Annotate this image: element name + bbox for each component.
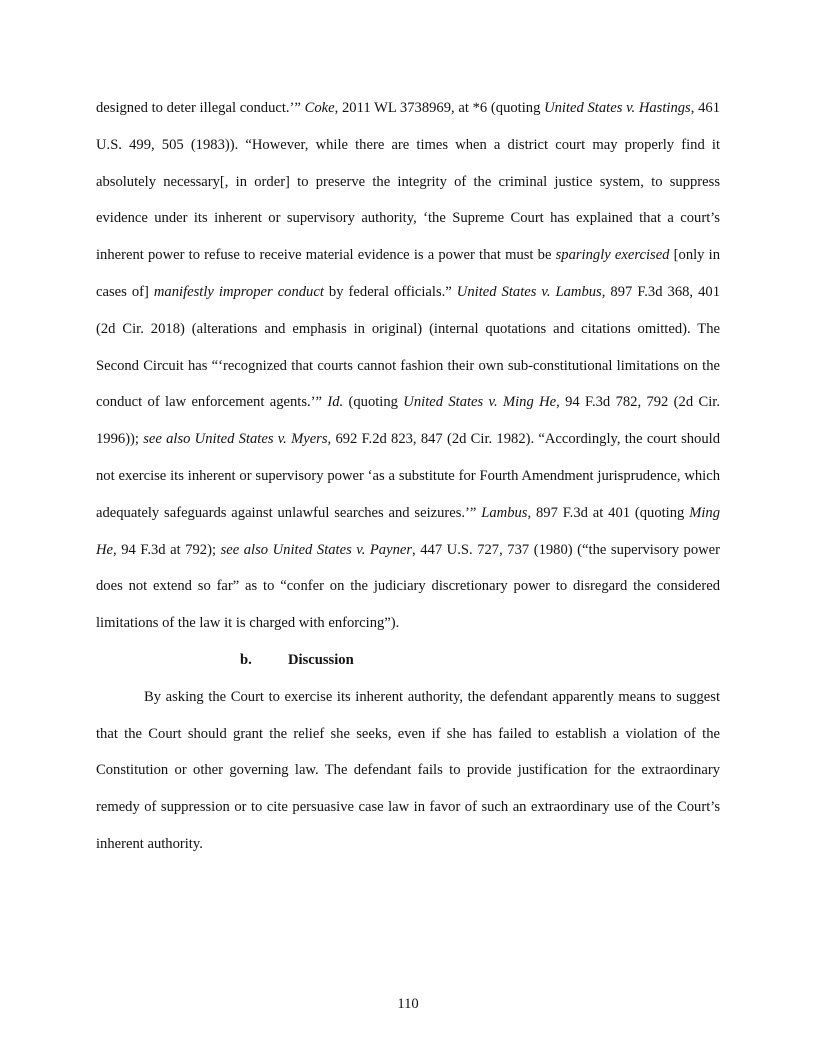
body-text: , 94 F.3d at 792);	[113, 541, 221, 558]
section-heading	[96, 642, 720, 679]
body-text: (quoting	[343, 394, 404, 411]
citation-italic-text: United States v. Ming He	[403, 394, 557, 411]
citation-italic-text: Id.	[327, 394, 344, 411]
body-text: , 447 U.S. 727, 737 (1980) (“the supervisory power does not extend so far” as to “confer on the judiciary discretionary power to disregard the considered limitations of the law it is charged with enforcing”).	[96, 541, 721, 632]
body-text: , 692 F.2d 823, 847 (2d Cir. 1982). “Accordingly, the court should not exercise its inherent or supervisory power ‘as a substitute for Fourth Amendment jurisprudence, which adequately safeguards against unlawful searches and seizures.’”	[96, 431, 720, 521]
citation-italic-text: United States v. Hastings	[544, 100, 691, 116]
citation-italic-text: Coke	[304, 100, 335, 116]
body-text: , 897 F.3d 368, 401 (2d Cir. 2018) (alterations and emphasis in original) (internal quotations and citations omitted). The Second Circuit has “‘recognized that courts cannot fashion their own sub-constitutional limitations on the conduct of law enforcement agents.’”	[96, 283, 721, 411]
body-text: , 897 F.3d at 401 (quoting	[527, 504, 690, 521]
body-text: , 461 U.S. 499, 505 (1983)). “However, while there are times when a district court may properly find it absolutely necessary[, in order] to preserve the integrity of the criminal justice system, to suppress evidence under its inherent or supervisory authority, ‘the Supreme Court has explained that a court’s inherent power to refuse to receive material evidence is a power that must be	[96, 100, 720, 264]
paragraph-discussion: By asking the Court to exercise its inherent authority, the defendant apparently means to suggest that the Court should grant the relief she seeks, even if she has failed to establish a violation of the Constitution or other governing law. The defendant fails to provide justification for the extraordinary remedy of suppression or to cite persuasive case law in favor of such an extraordinary use of the Court’s inherent authority.	[96, 688, 720, 852]
body-text: , 94 F.3d 782, 792 (2d Cir. 1996));	[96, 394, 720, 448]
page-number: 110	[397, 996, 419, 1012]
citation-italic-text: see also United States v. Myers	[143, 431, 328, 448]
paragraph-legal-standard	[96, 90, 720, 642]
document-page	[96, 90, 720, 863]
citation-italic-text: Lambus	[481, 504, 528, 521]
citation-italic-text: Ming He	[96, 504, 720, 558]
body-text: [only in cases of]	[96, 247, 720, 300]
citation-italic-text: sparingly exercised	[555, 247, 670, 264]
citation-italic-text: see also United States v. Payner	[220, 541, 413, 558]
citation-italic-text: United States v. Lambus	[456, 283, 602, 300]
body-text: , 2011 WL 3738969, at *6 (quoting	[334, 100, 545, 116]
section-heading-title: Discussion	[288, 651, 354, 668]
body-text: by federal officials.”	[323, 283, 457, 300]
citation-italic-text: manifestly improper conduct	[153, 283, 324, 300]
body-text: designed to deter illegal conduct.’”	[96, 100, 305, 116]
section-heading-number: b.	[240, 651, 252, 668]
